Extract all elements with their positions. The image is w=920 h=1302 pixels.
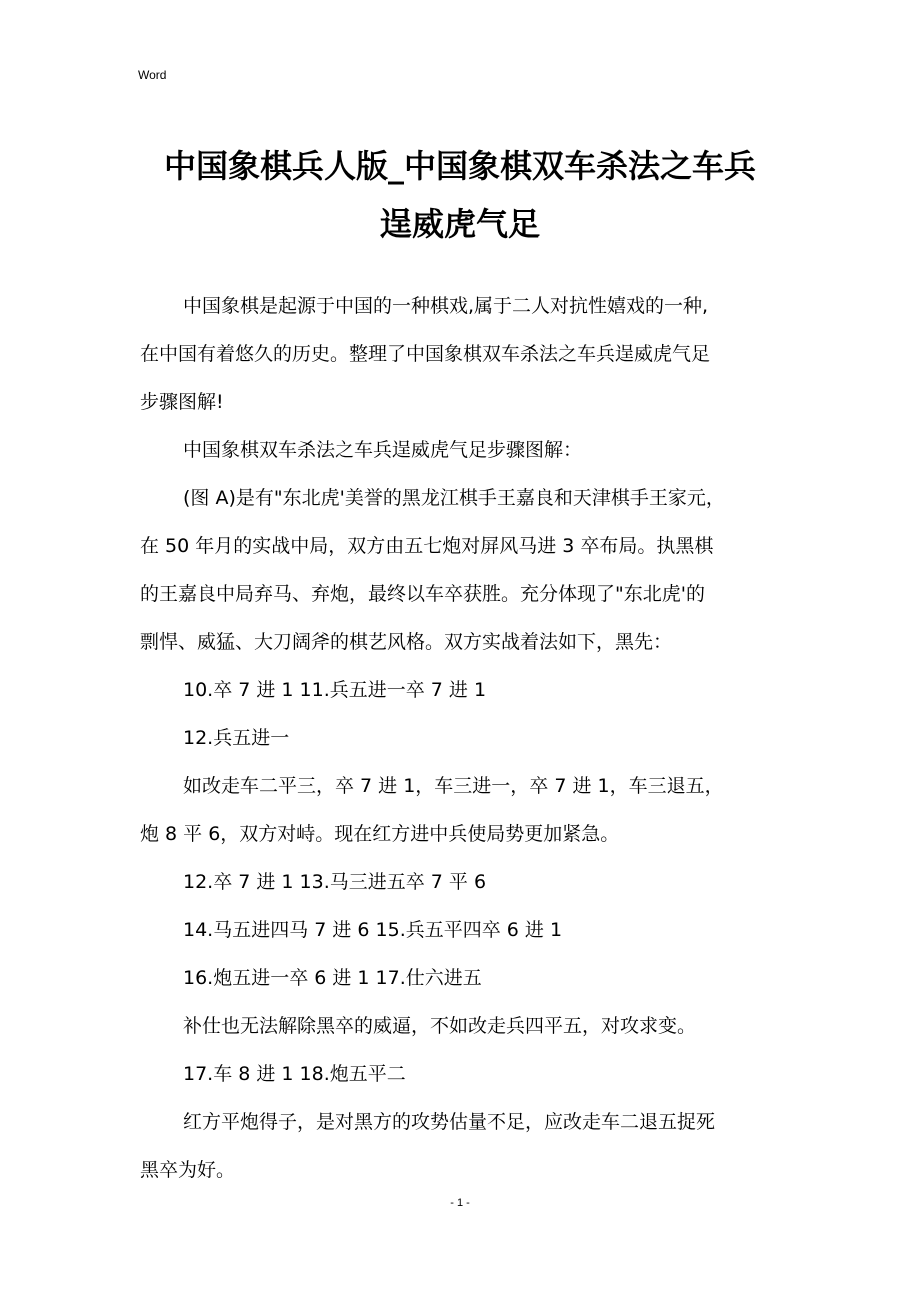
body-line: 在 50 年月的实战中局，双方由五七炮对屏风马进 3 卒布局。执黑棋	[140, 535, 714, 557]
header-label: Word	[138, 68, 167, 82]
move-line: 12.兵五进一	[183, 727, 290, 749]
body-line: 中国象棋是起源于中国的一种棋戏,属于二人对抗性嬉戏的一种,	[183, 295, 709, 317]
body-line: 在中国有着悠久的历史。整理了中国象棋双车杀法之车兵逞威虎气足	[140, 343, 711, 365]
move-line: 17.车 8 进 1 18.炮五平二	[183, 1063, 406, 1085]
body-line: 炮 8 平 6，双方对峙。现在红方进中兵使局势更加紧急。	[140, 823, 620, 845]
move-line: 14.马五进四马 7 进 6 15.兵五平四卒 6 进 1	[183, 919, 563, 941]
body-line: 中国象棋双车杀法之车兵逞威虎气足步骤图解：	[183, 439, 583, 461]
move-line: 12.卒 7 进 1 13.马三进五卒 7 平 6	[183, 871, 487, 893]
move-line: 10.卒 7 进 1 11.兵五进一卒 7 进 1	[183, 679, 487, 701]
page-number: - 1 -	[450, 1197, 470, 1209]
body-line: 剽悍、威猛、大刀阔斧的棋艺风格。双方实战着法如下，黑先：	[140, 631, 673, 653]
document-title-line-1: 中国象棋兵人版_中国象棋双车杀法之车兵	[163, 147, 756, 185]
body-line: 如改走车二平三，卒 7 进 1，车三进一，卒 7 进 1，车三退五，	[183, 775, 724, 797]
body-line: 补仕也无法解除黑卒的威逼，不如改走兵四平五，对攻求变。	[183, 1015, 697, 1037]
body-line: 红方平炮得子，是对黑方的攻势估量不足，应改走车二退五捉死	[183, 1111, 716, 1133]
move-line: 16.炮五进一卒 6 进 1 17.仕六进五	[183, 967, 482, 989]
body-line: (图 A)是有"东北虎'美誉的黑龙江棋手王嘉良和天津棋手王家元，	[183, 487, 725, 509]
document-title-line-2: 逞威虎气足	[379, 205, 540, 243]
body-line: 黑卒为好。	[140, 1159, 236, 1181]
body-line: 的王嘉良中局弃马、弃炮，最终以车卒获胜。充分体现了"东北虎'的	[140, 583, 705, 605]
body-line: 步骤图解!	[140, 391, 224, 413]
